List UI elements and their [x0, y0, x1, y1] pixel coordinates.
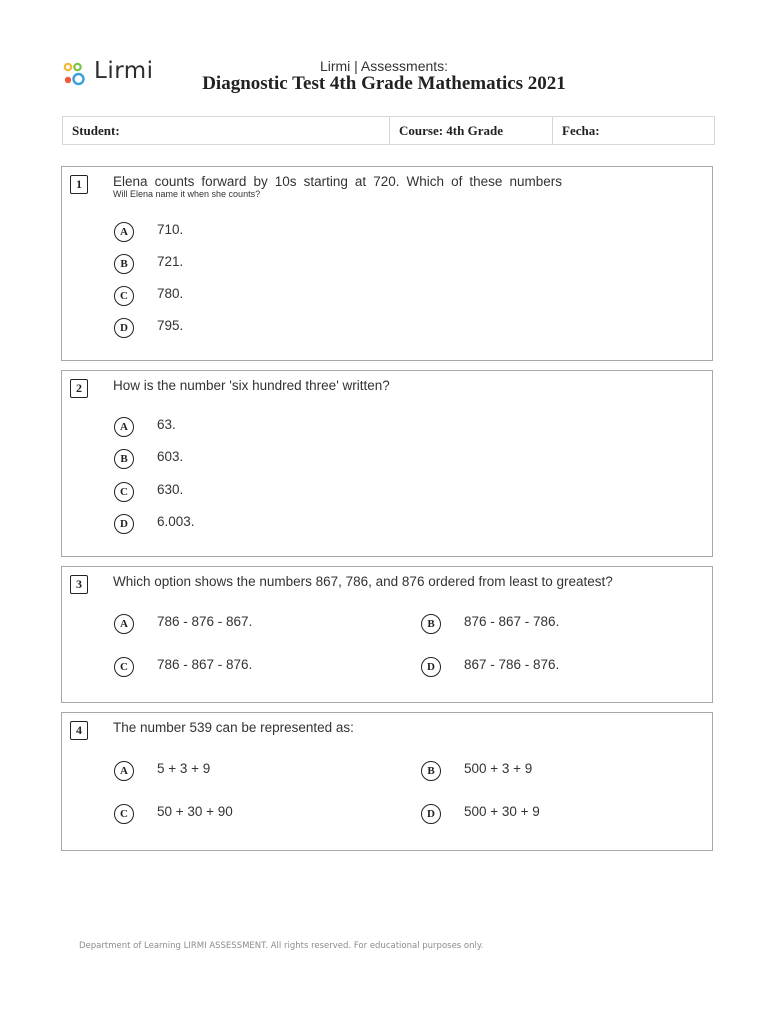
question-number: 1 — [70, 175, 88, 194]
question-text: The number 539 can be represented as: — [113, 720, 354, 735]
option-text: 6.003. — [157, 514, 195, 529]
option-bubble[interactable]: A — [114, 614, 134, 634]
option-text: 500 + 30 + 9 — [464, 804, 540, 819]
option-bubble[interactable]: B — [114, 254, 134, 274]
date-field[interactable]: Fecha: — [562, 123, 600, 138]
option-text: 786 - 876 - 867. — [157, 614, 253, 629]
footer-text: Department of Learning LIRMI ASSESSMENT. All rights reserved. For educational purposes only. — [79, 941, 484, 951]
option-text: 710. — [157, 222, 184, 237]
option-bubble[interactable]: D — [114, 514, 134, 534]
question-card-3 — [61, 566, 713, 703]
question-subtext: Will Elena name it when she counts? — [113, 189, 261, 199]
option-bubble[interactable]: C — [114, 286, 134, 306]
option-text: 63. — [157, 417, 176, 432]
question-card-1 — [61, 166, 713, 361]
option-text: 876 - 867 - 786. — [464, 614, 560, 629]
option-text: 50 + 30 + 90 — [157, 804, 233, 819]
option-text: 5 + 3 + 9 — [157, 761, 211, 776]
question-number: 3 — [70, 575, 88, 594]
page-title: Diagnostic Test 4th Grade Mathematics 2021 — [202, 73, 566, 94]
option-bubble[interactable]: C — [114, 657, 134, 677]
option-text: 786 - 867 - 876. — [157, 657, 253, 672]
option-bubble[interactable]: B — [421, 761, 441, 781]
option-text: 795. — [157, 318, 184, 333]
question-number: 2 — [70, 379, 88, 398]
option-bubble[interactable]: B — [421, 614, 441, 634]
option-text: 867 - 786 - 876. — [464, 657, 560, 672]
question-text: Which option shows the numbers 867, 786, and 876 ordered from least to greatest? — [113, 574, 613, 589]
option-bubble[interactable]: C — [114, 482, 134, 502]
option-text: 780. — [157, 286, 184, 301]
option-text: 500 + 3 + 9 — [464, 761, 533, 776]
student-field[interactable]: Student: — [63, 117, 390, 144]
option-bubble[interactable]: D — [421, 657, 441, 677]
option-bubble[interactable]: C — [114, 804, 134, 824]
option-bubble[interactable]: A — [114, 222, 134, 242]
question-number: 4 — [70, 721, 88, 740]
option-text: 721. — [157, 254, 184, 269]
question-card-2 — [61, 370, 713, 557]
option-bubble[interactable]: B — [114, 449, 134, 469]
question-text: Elena counts forward by 10s starting at 720. Which of these numbers — [113, 174, 562, 189]
student-info-table — [62, 116, 715, 145]
option-text: 630. — [157, 482, 184, 497]
course-field: Course: 4th Grade — [390, 117, 553, 144]
option-bubble[interactable]: D — [421, 804, 441, 824]
logo-text: Lirmi — [94, 58, 154, 84]
option-bubble[interactable]: A — [114, 761, 134, 781]
question-text: How is the number 'six hundred three' written? — [113, 378, 390, 393]
option-text: 603. — [157, 449, 184, 464]
header-subtitle: Lirmi | Assessments: — [319, 58, 449, 74]
option-bubble[interactable]: A — [114, 417, 134, 437]
question-card-4 — [61, 712, 713, 851]
option-bubble[interactable]: D — [114, 318, 134, 338]
